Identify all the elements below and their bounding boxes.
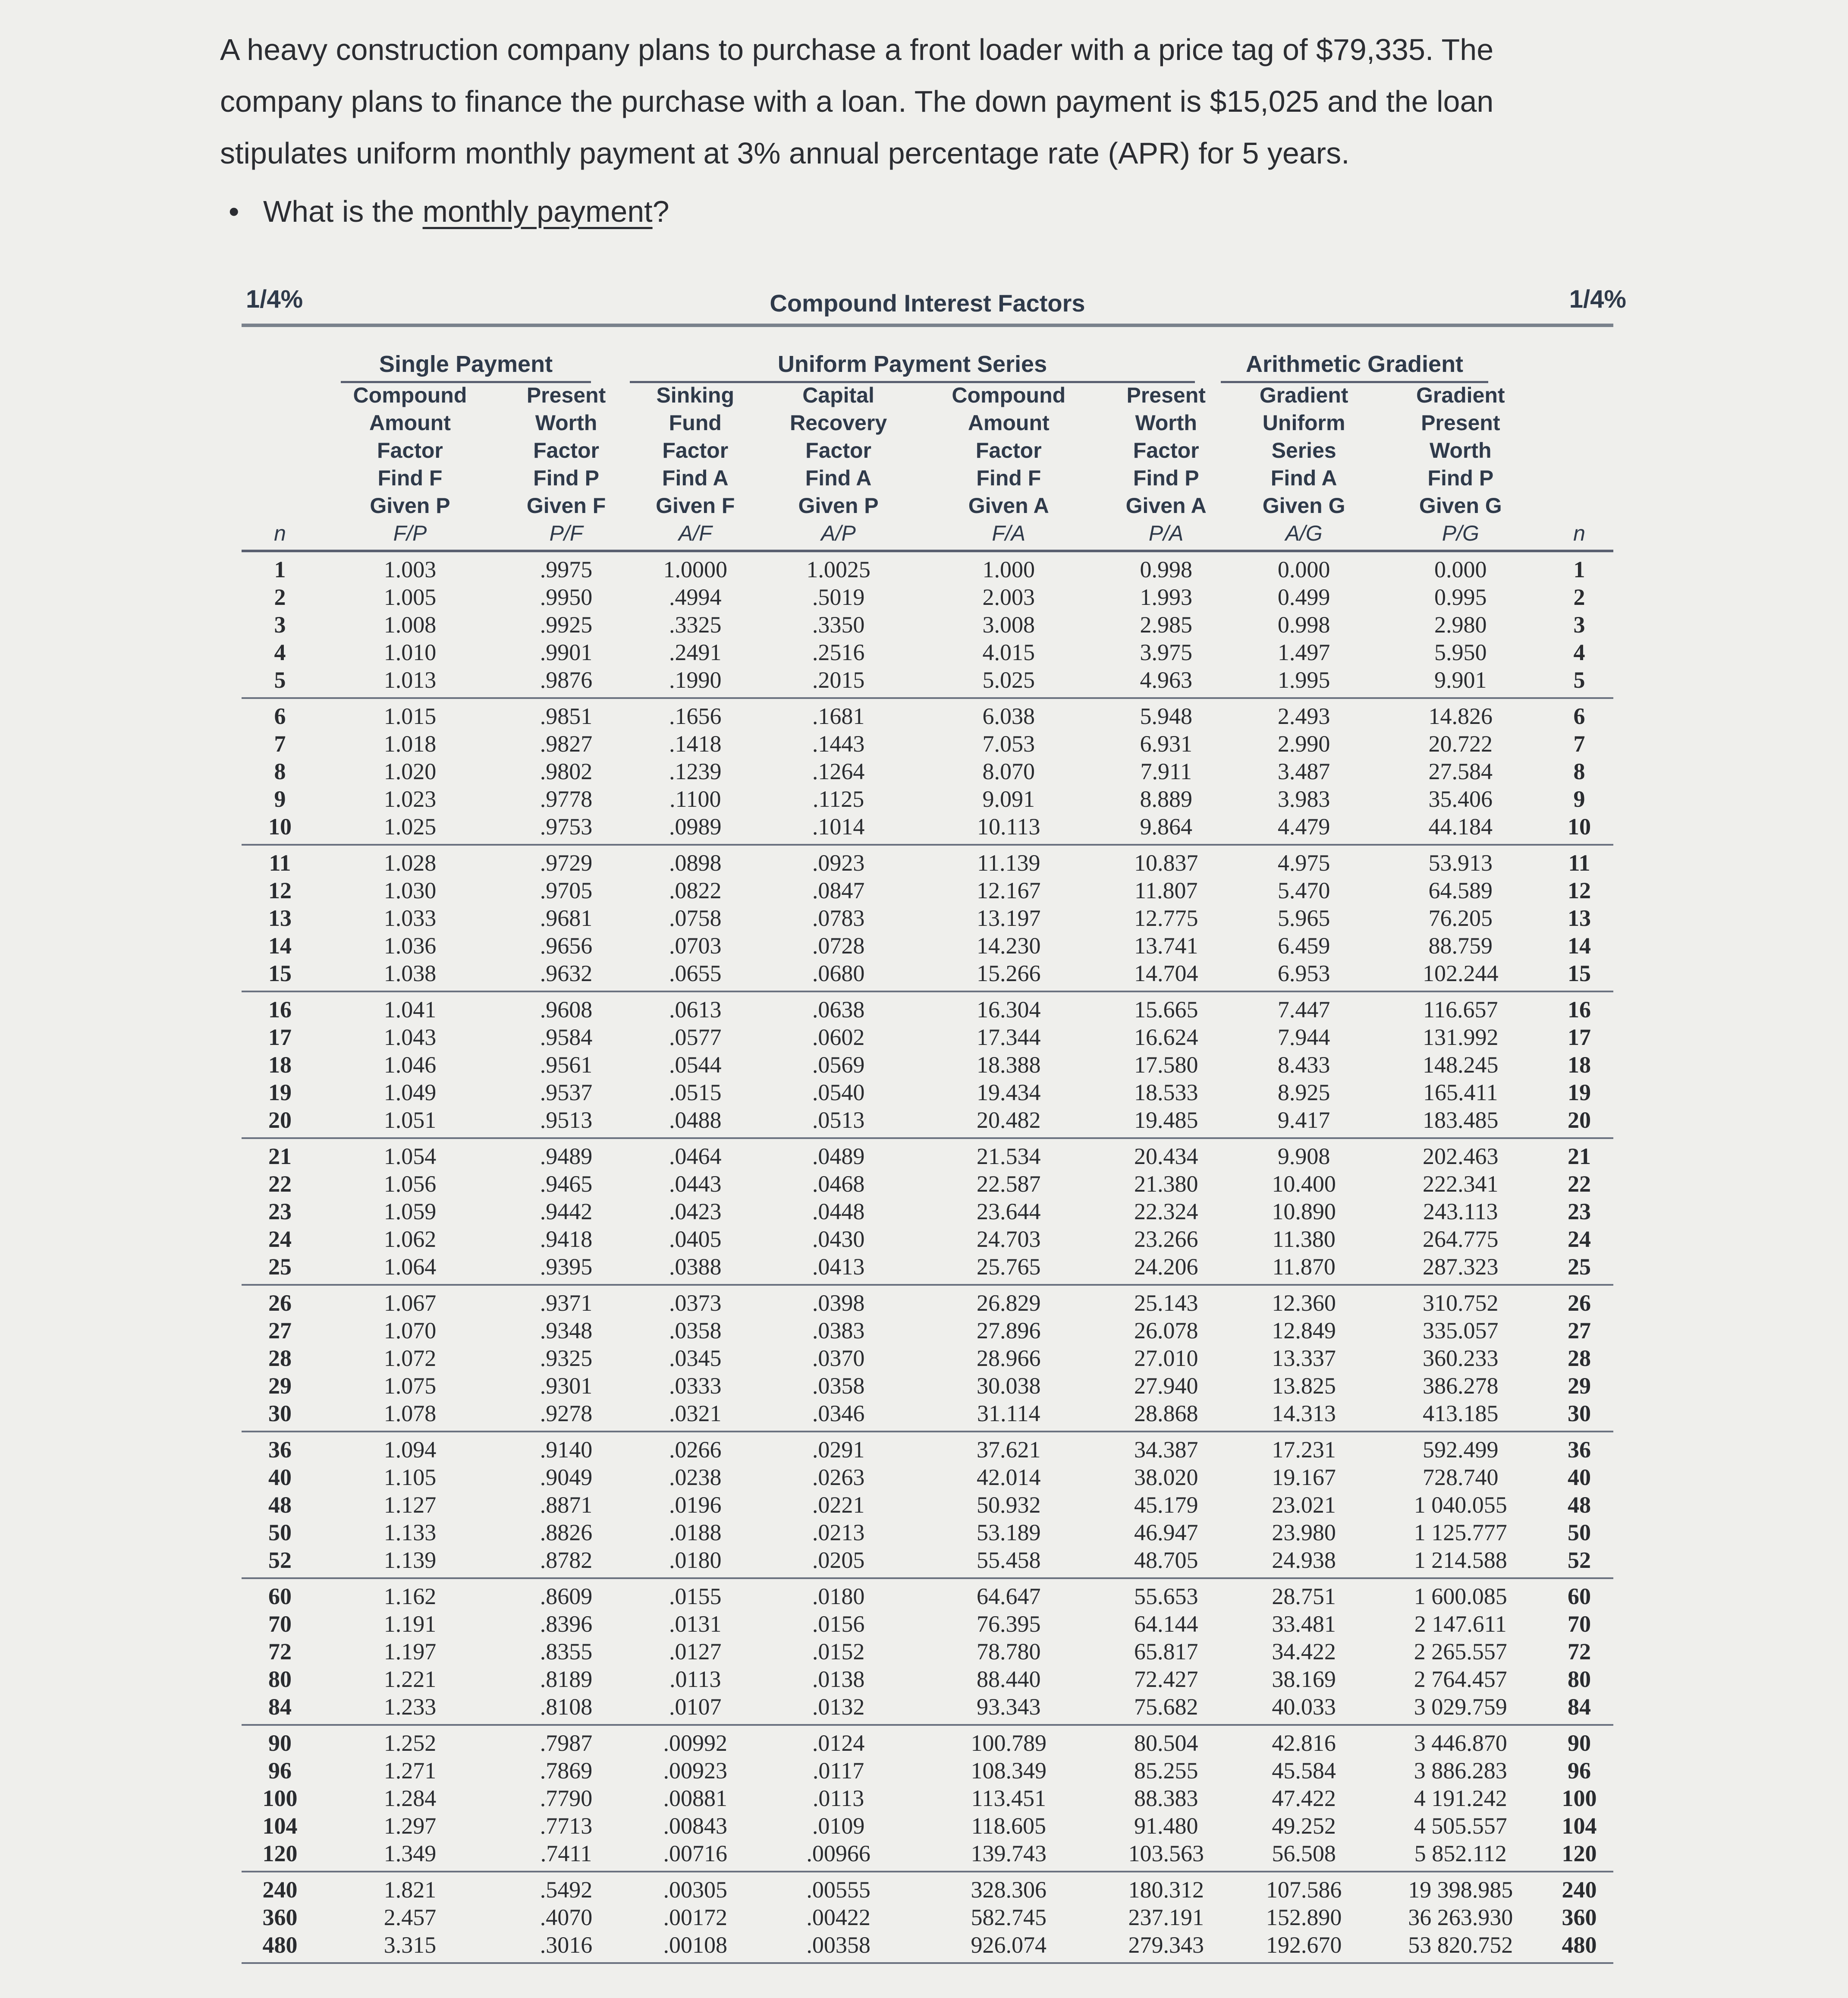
n-cell-right-values: 36 40 48 50 52 (1568, 1437, 1591, 1573)
factor-cell-values: .0489 .0468 .0448 .0430 .0413 (812, 1143, 865, 1280)
factor-cell (318, 1578, 502, 1725)
factor-cell-values: 11.139 12.167 13.197 14.230 15.266 (977, 850, 1041, 986)
n-cell-left (242, 991, 318, 1138)
column-header-symbol: P/F (549, 521, 583, 545)
factor-cell (760, 1138, 917, 1285)
n-header-right: n (1545, 379, 1613, 551)
table-row-block (242, 1578, 1613, 1725)
factor-cell (917, 991, 1100, 1138)
factor-cell-values: .5492 .4070 .3016 (540, 1877, 593, 1958)
question (229, 194, 669, 229)
n-cell-right-values: 6 7 8 9 10 (1568, 703, 1591, 840)
factor-cell (1232, 1138, 1376, 1285)
factor-cell (631, 1138, 760, 1285)
n-cell-right (1545, 845, 1613, 991)
factor-cell (1232, 1725, 1376, 1872)
factor-cell (1376, 551, 1545, 698)
factor-cell-values: 1 600.085 2 147.611 2 265.557 2 764.457 3 029.759 (1414, 1583, 1507, 1720)
column-header-symbol: F/P (393, 521, 427, 545)
factor-cell-values: .0291 .0263 .0221 .0213 .0205 (812, 1437, 865, 1573)
factor-cell-values: 3 446.870 3 886.283 4 191.242 4 505.557 5 852.112 (1414, 1730, 1507, 1866)
factor-cell-values: .7987 .7869 .7790 .7713 .7411 (540, 1730, 593, 1866)
factor-cell (502, 1432, 631, 1578)
factor-cell (917, 698, 1100, 845)
factor-cell-values: 25.143 26.078 27.010 27.940 28.868 (1134, 1290, 1198, 1426)
factor-cell (1100, 1138, 1232, 1285)
factor-cell-values: .0923 .0847 .0783 .0728 .0680 (812, 850, 865, 986)
factor-cell-values: 2.493 2.990 3.487 3.983 4.479 (1277, 703, 1330, 840)
factor-cell (318, 1432, 502, 1578)
factor-cell (917, 551, 1100, 698)
n-cell-left (242, 1138, 318, 1285)
factor-cell (1232, 1285, 1376, 1432)
factor-cell-values: 0.000 0.995 2.980 5.950 9.901 (1434, 557, 1487, 693)
factor-cell-values: 328.306 582.745 926.074 (971, 1877, 1047, 1958)
factor-cell (760, 698, 917, 845)
factor-cell-values: 28.751 33.481 34.422 38.169 40.033 (1272, 1583, 1336, 1720)
factor-cell (502, 1872, 631, 1963)
n-cell-left-values: 16 17 18 19 20 (268, 997, 292, 1133)
factor-cell-values: 17.231 19.167 23.021 23.980 24.938 (1272, 1437, 1336, 1573)
n-cell-left-values: 90 96 100 104 120 (262, 1730, 298, 1866)
column-header-name: Gradient Present Worth Find P Given G (1416, 383, 1505, 518)
factor-cell (631, 1432, 760, 1578)
n-cell-left (242, 845, 318, 991)
group-headers (242, 327, 1613, 379)
problem-text: A heavy construction company plans to purchase a front loader with a price tag of $79,335. The company plans to finance the purchase with a loan. The down payment is $15,025 and the loan stipulates uniform monthly payment at 3% annual percentage rate (APR) for 5 years. (220, 33, 1494, 170)
column-header (318, 379, 502, 551)
factor-cell (1376, 698, 1545, 845)
n-cell-left (242, 1578, 318, 1725)
factor-cell-values: 107.586 152.890 192.670 (1266, 1877, 1342, 1958)
factor-cell (631, 1285, 760, 1432)
column-header-name: Capital Recovery Factor Find A Given P (789, 383, 887, 518)
factor-cell (1232, 991, 1376, 1138)
factor-cell (318, 845, 502, 991)
column-header (1232, 379, 1376, 551)
factor-cell-values: 1.054 1.056 1.059 1.062 1.064 (383, 1143, 437, 1280)
factor-cell (318, 991, 502, 1138)
factor-cell-values: 1.094 1.105 1.127 1.133 1.139 (383, 1437, 437, 1573)
factor-cell (760, 1578, 917, 1725)
factor-table (242, 379, 1613, 1964)
factor-cell-values: .00555 .00422 .00358 (806, 1877, 871, 1958)
factor-cell (502, 1285, 631, 1432)
factor-cell-values: .0898 .0822 .0758 .0703 .0655 (669, 850, 722, 986)
factor-cell-values: 21.534 22.587 23.644 24.703 25.765 (977, 1143, 1041, 1280)
factor-cell-values: .9851 .9827 .9802 .9778 .9753 (540, 703, 593, 840)
factor-cell (318, 1725, 502, 1872)
factor-cell (760, 991, 917, 1138)
factor-cell-values: 1.028 1.030 1.033 1.036 1.038 (383, 850, 437, 986)
column-header-symbol: A/G (1285, 521, 1323, 545)
factor-cell-values: 1.0025 .5019 .3350 .2516 .2015 (806, 557, 871, 693)
n-cell-right-values: 16 17 18 19 20 (1568, 997, 1591, 1133)
factor-cell (502, 1578, 631, 1725)
factor-cell (1376, 1872, 1545, 1963)
factor-cell-values: .0464 .0443 .0423 .0405 .0388 (669, 1143, 722, 1280)
group-uniform-series: Uniform Payment Series (630, 351, 1195, 383)
n-cell-right (1545, 1578, 1613, 1725)
factor-cell-values: 15.665 16.624 17.580 18.533 19.485 (1134, 997, 1198, 1133)
rate-label-right: 1/4% (1569, 285, 1626, 313)
n-cell-right (1545, 698, 1613, 845)
factor-cell-values: 1.003 1.005 1.008 1.010 1.013 (383, 557, 437, 693)
factor-cell-values: .0124 .0117 .0113 .0109 .00966 (806, 1730, 871, 1866)
question-emphasis: monthly payment (422, 195, 653, 228)
factor-cell (1100, 991, 1232, 1138)
factor-cell (1100, 1872, 1232, 1963)
factor-cell-values: 1.041 1.043 1.046 1.049 1.051 (383, 997, 437, 1133)
table-row-block (242, 551, 1613, 698)
column-header-name: Compound Amount Factor Find F Given P (353, 383, 467, 518)
table-row-block (242, 1432, 1613, 1578)
factor-cell-values: .9489 .9465 .9442 .9418 .9395 (540, 1143, 593, 1280)
n-cell-right-values: 26 27 28 29 30 (1568, 1290, 1591, 1426)
factor-cell (318, 698, 502, 845)
factor-cell (318, 1138, 502, 1285)
factor-cell (502, 551, 631, 698)
column-header (760, 379, 917, 551)
factor-cell (1376, 1285, 1545, 1432)
factor-cell-values: 19 398.985 36 263.930 53 820.752 (1408, 1877, 1513, 1958)
n-cell-right-values: 11 12 13 14 15 (1568, 850, 1591, 986)
factor-cell-values: .9371 .9348 .9325 .9301 .9278 (540, 1290, 593, 1426)
n-cell-left (242, 1725, 318, 1872)
n-cell-right (1545, 1872, 1613, 1963)
n-cell-left-values: 26 27 28 29 30 (268, 1290, 292, 1426)
factor-cell-values: 53.913 64.589 76.205 88.759 102.244 (1423, 850, 1499, 986)
factor-cell (760, 1872, 917, 1963)
factor-cell-values: 34.387 38.020 45.179 46.947 48.705 (1134, 1437, 1198, 1573)
factor-cell (1376, 991, 1545, 1138)
factor-cell-values: 9.908 10.400 10.890 11.380 11.870 (1272, 1143, 1336, 1280)
table-row-block (242, 1138, 1613, 1285)
factor-cell-values: 14.826 20.722 27.584 35.406 44.184 (1428, 703, 1493, 840)
n-cell-left-values: 21 22 23 24 25 (268, 1143, 292, 1280)
factor-cell (1100, 845, 1232, 991)
factor-cell (917, 1872, 1100, 1963)
factor-cell-values: 55.653 64.144 65.817 72.427 75.682 (1134, 1583, 1198, 1720)
factor-cell-values: 7.447 7.944 8.433 8.925 9.417 (1277, 997, 1330, 1133)
bullet-icon: • (229, 195, 239, 228)
table-row-block (242, 1725, 1613, 1872)
factor-cell-values: 1.0000 .4994 .3325 .2491 .1990 (663, 557, 727, 693)
n-cell-right (1545, 991, 1613, 1138)
factor-cell-values: .9975 .9950 .9925 .9901 .9876 (540, 557, 593, 693)
factor-cell (1232, 1432, 1376, 1578)
factor-cell (318, 1285, 502, 1432)
factor-cell-values: .1681 .1443 .1264 .1125 .1014 (812, 703, 865, 840)
factor-cell-values: 180.312 237.191 279.343 (1128, 1877, 1204, 1958)
factor-cell (631, 845, 760, 991)
question-prefix: What is the (263, 195, 423, 228)
factor-cell-values: .9140 .9049 .8871 .8826 .8782 (540, 1437, 593, 1573)
n-cell-right (1545, 1138, 1613, 1285)
factor-cell-values: 202.463 222.341 243.113 264.775 287.323 (1423, 1143, 1499, 1280)
factor-cell-values: 64.647 76.395 78.780 88.440 93.343 (977, 1583, 1041, 1720)
factor-cell-values: 42.816 45.584 47.422 49.252 56.508 (1272, 1730, 1336, 1866)
group-single-payment: Single Payment (341, 351, 591, 383)
factor-cell-values: 116.657 131.992 148.245 165.411 183.485 (1423, 997, 1499, 1133)
factor-cell-values: .9608 .9584 .9561 .9537 .9513 (540, 997, 593, 1133)
factor-cell (1232, 551, 1376, 698)
factor-cell (1100, 1432, 1232, 1578)
factor-cell-values: .0180 .0156 .0152 .0138 .0132 (812, 1583, 865, 1720)
factor-cell-values: 100.789 108.349 113.451 118.605 139.743 (971, 1730, 1047, 1866)
factor-cell (917, 1578, 1100, 1725)
column-header-symbol: P/A (1148, 521, 1184, 545)
n-cell-left-values: 6 7 8 9 10 (268, 703, 292, 840)
factor-cell-values: 16.304 17.344 18.388 19.434 20.482 (977, 997, 1041, 1133)
factor-cell-values: 0.000 0.499 0.998 1.497 1.995 (1277, 557, 1330, 693)
factor-cell-values: 26.829 27.896 28.966 30.038 31.114 (977, 1290, 1041, 1426)
n-cell-left-values: 240 360 480 (262, 1877, 298, 1958)
factor-cell-values: 12.360 12.849 13.337 13.825 14.313 (1272, 1290, 1336, 1426)
column-header-name: Gradient Uniform Series Find A Given G (1259, 383, 1348, 518)
factor-cell (631, 1578, 760, 1725)
column-header (1100, 379, 1232, 551)
factor-cell (1376, 845, 1545, 991)
n-cell-right-values: 240 360 480 (1562, 1877, 1597, 1958)
question-suffix: ? (652, 195, 669, 228)
n-cell-left-values: 1 2 3 4 5 (274, 557, 286, 693)
factor-cell (631, 991, 760, 1138)
factor-cell (760, 845, 917, 991)
table-row-block (242, 1872, 1613, 1963)
column-header-name: Present Worth Factor Find P Given A (1125, 383, 1207, 518)
table-row-block (242, 698, 1613, 845)
n-cell-left (242, 551, 318, 698)
column-header (631, 379, 760, 551)
column-header-name: Present Worth Factor Find P Given F (526, 383, 606, 518)
factor-cell (1100, 1285, 1232, 1432)
n-cell-right (1545, 1725, 1613, 1872)
n-cell-left-values: 36 40 48 50 52 (268, 1437, 292, 1573)
factor-cell-values: 10.837 11.807 12.775 13.741 14.704 (1134, 850, 1198, 986)
factor-cell (917, 845, 1100, 991)
group-arithmetic-gradient: Arithmetic Gradient (1221, 351, 1488, 383)
factor-cell (631, 1725, 760, 1872)
factor-cell (760, 1725, 917, 1872)
factor-cell-values: .0638 .0602 .0569 .0540 .0513 (812, 997, 865, 1133)
table-row-block (242, 991, 1613, 1138)
factor-cell (1100, 551, 1232, 698)
table-body (242, 551, 1613, 1963)
factor-cell (631, 698, 760, 845)
factor-cell-values: 1.000 2.003 3.008 4.015 5.025 (982, 557, 1035, 693)
factor-cell-values: 20.434 21.380 22.324 23.266 24.206 (1134, 1143, 1198, 1280)
n-cell-left (242, 1872, 318, 1963)
column-header-symbol: F/A (992, 521, 1026, 545)
n-cell-right-values: 21 22 23 24 25 (1568, 1143, 1591, 1280)
factor-cell-values: 1.821 2.457 3.315 (383, 1877, 437, 1958)
factor-cell-values: .1656 .1418 .1239 .1100 .0989 (669, 703, 722, 840)
factor-cell-values: 1.252 1.271 1.284 1.297 1.349 (383, 1730, 437, 1866)
factor-cell (760, 1432, 917, 1578)
factor-cell (502, 1725, 631, 1872)
factor-cell (1232, 698, 1376, 845)
n-cell-left (242, 698, 318, 845)
factor-cell (760, 551, 917, 698)
n-cell-right (1545, 1285, 1613, 1432)
factor-cell (631, 551, 760, 698)
factor-cell (1100, 1725, 1232, 1872)
column-header (1376, 379, 1545, 551)
factor-cell (1376, 1578, 1545, 1725)
table-title: Compound Interest Factors (770, 289, 1085, 317)
factor-cell (917, 1432, 1100, 1578)
n-cell-right (1545, 551, 1613, 698)
factor-cell (502, 698, 631, 845)
table-top-row (242, 276, 1626, 327)
factor-cell (318, 551, 502, 698)
factor-cell-values: .9729 .9705 .9681 .9656 .9632 (540, 850, 593, 986)
factor-cell (760, 1285, 917, 1432)
factor-cell-values: 1.067 1.070 1.072 1.075 1.078 (383, 1290, 437, 1426)
factor-cell (1232, 1872, 1376, 1963)
n-cell-right-values: 1 2 3 4 5 (1573, 557, 1585, 693)
column-header-name: Compound Amount Factor Find F Given A (952, 383, 1066, 518)
n-cell-right-values: 60 70 72 80 84 (1568, 1583, 1591, 1720)
factor-cell (502, 1138, 631, 1285)
column-header (502, 379, 631, 551)
factor-cell (318, 1872, 502, 1963)
factor-cell-values: 5.948 6.931 7.911 8.889 9.864 (1140, 703, 1192, 840)
factor-cell-values: .00305 .00172 .00108 (663, 1877, 727, 1958)
table-row-block (242, 845, 1613, 991)
factor-cell-values: 4.975 5.470 5.965 6.459 6.953 (1277, 850, 1330, 986)
factor-cell (917, 1138, 1100, 1285)
factor-cell-values: .0398 .0383 .0370 .0358 .0346 (812, 1290, 865, 1426)
factor-cell-values: 592.499 728.740 1 040.055 1 125.777 1 214.588 (1414, 1437, 1507, 1573)
factor-cell-values: 0.998 1.993 2.985 3.975 4.963 (1140, 557, 1192, 693)
header-row (242, 379, 1613, 551)
factor-cell-values: 6.038 7.053 8.070 9.091 10.113 (977, 703, 1040, 840)
factor-cell-values: .00992 .00923 .00881 .00843 .00716 (663, 1730, 727, 1866)
factor-cell (502, 991, 631, 1138)
factor-cell-values: 37.621 42.014 50.932 53.189 55.458 (977, 1437, 1041, 1573)
n-cell-left-values: 60 70 72 80 84 (268, 1583, 292, 1720)
rate-label-left: 1/4% (246, 285, 303, 313)
factor-cell-values: 80.504 85.255 88.383 91.480 103.563 (1128, 1730, 1204, 1866)
factor-cell-values: 1.162 1.191 1.197 1.221 1.233 (383, 1583, 437, 1720)
column-header (917, 379, 1100, 551)
factor-cell (631, 1872, 760, 1963)
factor-cell-values: .0155 .0131 .0127 .0113 .0107 (669, 1583, 722, 1720)
column-header-symbol: A/F (678, 521, 712, 545)
factor-cell (1232, 845, 1376, 991)
problem-statement (220, 24, 1579, 179)
n-cell-right-values: 90 96 100 104 120 (1562, 1730, 1597, 1866)
factor-cell-values: .0266 .0238 .0196 .0188 .0180 (669, 1437, 722, 1573)
n-cell-right (1545, 1432, 1613, 1578)
factor-cell (917, 1285, 1100, 1432)
n-cell-left-values: 11 12 13 14 15 (268, 850, 292, 986)
factor-cell-values: .8609 .8396 .8355 .8189 .8108 (540, 1583, 593, 1720)
factor-cell (1232, 1578, 1376, 1725)
column-header-symbol: A/P (821, 521, 856, 545)
factor-cell-values: 1.015 1.018 1.020 1.023 1.025 (383, 703, 437, 840)
interest-table (242, 276, 1626, 1964)
n-header-left: n (242, 379, 318, 551)
factor-cell (1376, 1138, 1545, 1285)
factor-cell-values: .0373 .0358 .0345 .0333 .0321 (669, 1290, 722, 1426)
n-cell-left (242, 1285, 318, 1432)
factor-cell (502, 845, 631, 991)
factor-cell-values: .0613 .0577 .0544 .0515 .0488 (669, 997, 722, 1133)
n-cell-left (242, 1432, 318, 1578)
factor-cell (917, 1725, 1100, 1872)
factor-cell (1376, 1725, 1545, 1872)
column-header-symbol: P/G (1442, 521, 1479, 545)
table-row-block (242, 1285, 1613, 1432)
column-header-name: Sinking Fund Factor Find A Given F (656, 383, 735, 518)
factor-cell (1100, 698, 1232, 845)
factor-cell (1100, 1578, 1232, 1725)
factor-cell-values: 310.752 335.057 360.233 386.278 413.185 (1423, 1290, 1499, 1426)
factor-cell (1376, 1432, 1545, 1578)
